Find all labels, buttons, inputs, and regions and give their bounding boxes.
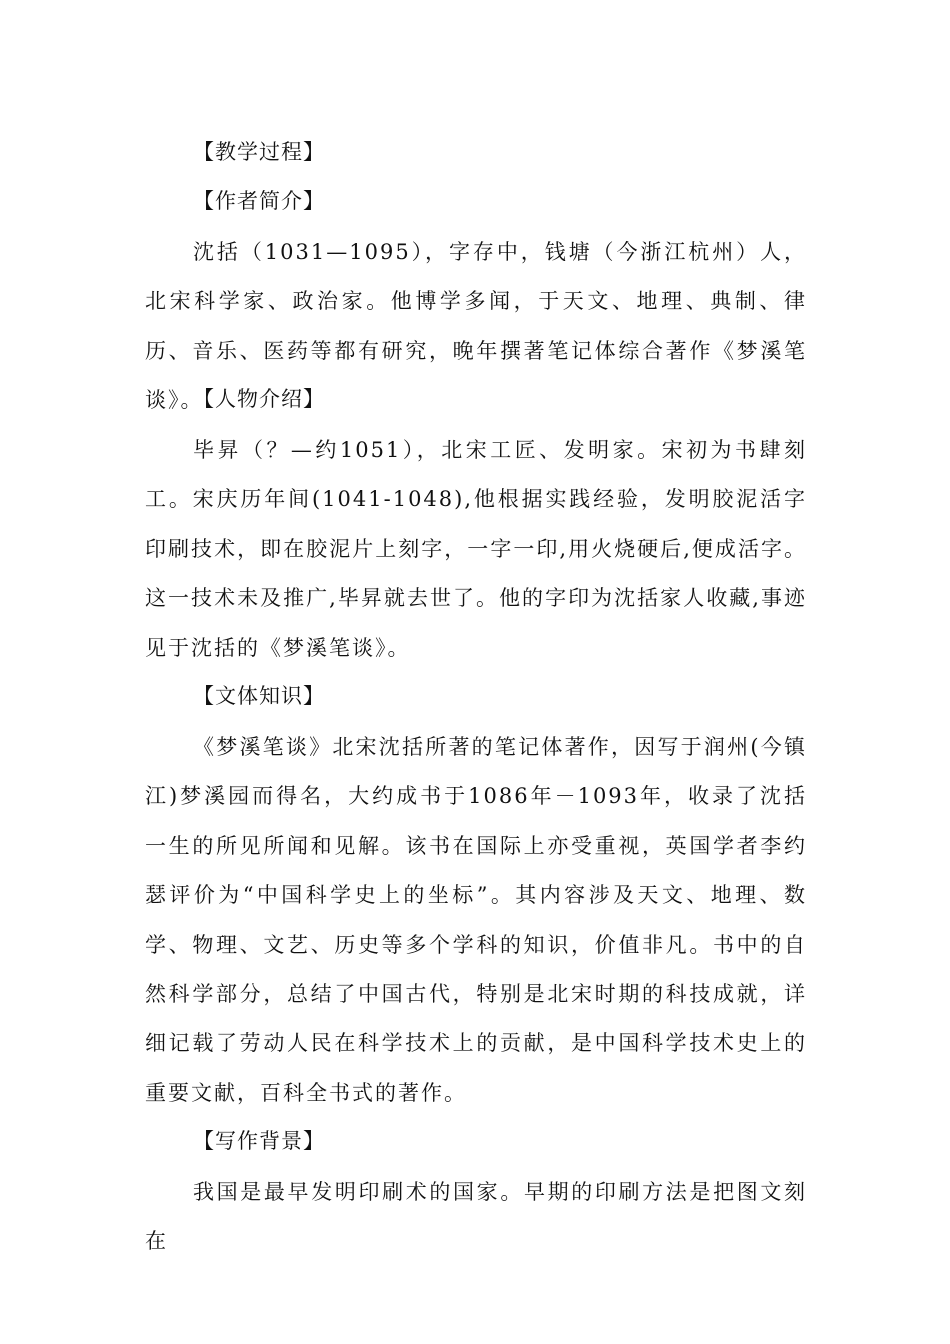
writing-background-body: 我国是最早发明印刷术的国家。早期的印刷方法是把图文刻在 — [145, 1180, 807, 1254]
heading-character-intro: 【人物介绍】 — [193, 387, 325, 411]
heading-teaching-process: 【教学过程】 — [193, 140, 325, 164]
heading-genre-knowledge: 【文体知识】 — [193, 684, 325, 708]
genre-knowledge-paragraph — [145, 723, 807, 1118]
writing-background-paragraph — [145, 1168, 807, 1267]
heading-writing-background: 【写作背景】 — [193, 1129, 325, 1153]
author-intro-body: 沈括（1031—1095），字存中，钱塘（今浙江杭州）人，北宋科学家、政治家。他博学多闻，于天文、地理、典制、律历、音乐、医药等都有研究，晚年撰著笔记体综合著作《梦溪笔谈》。 — [145, 240, 807, 413]
character-intro-body: 毕昇（？—约1051），北宋工匠、发明家。宋初为书肆刻工。宋庆历年间(1041-1048),他根据实践经验，发明胶泥活字印刷技术，即在胶泥片上刻字，一字一印,用火烧硬后,便成活字。这一技术未及推广,毕昇就去世了。他的字印为沈括家人收藏,事迹见于沈括的《梦溪笔谈》。 — [145, 438, 807, 660]
heading-author-intro: 【作者简介】 — [193, 189, 325, 213]
genre-knowledge-body: 《梦溪笔谈》北宋沈括所著的笔记体著作，因写于润州(今镇江)梦溪园而得名，大约成书于1086年－1093年，收录了沈括一生的所见所闻和见解。该书在国际上亦受重视，英国学者李约瑟评价为“中国科学史上的坐标”。其内容涉及天文、地理、数学、物理、文艺、历史等多个学科的知识，价值非凡。书中的自然科学部分，总结了中国古代，特别是北宋时期的科技成就，详细记载了劳动人民在科学技术上的贡献，是中国科学技术史上的重要文献，百科全书式的著作。 — [145, 735, 807, 1105]
character-intro-paragraph — [145, 426, 807, 673]
